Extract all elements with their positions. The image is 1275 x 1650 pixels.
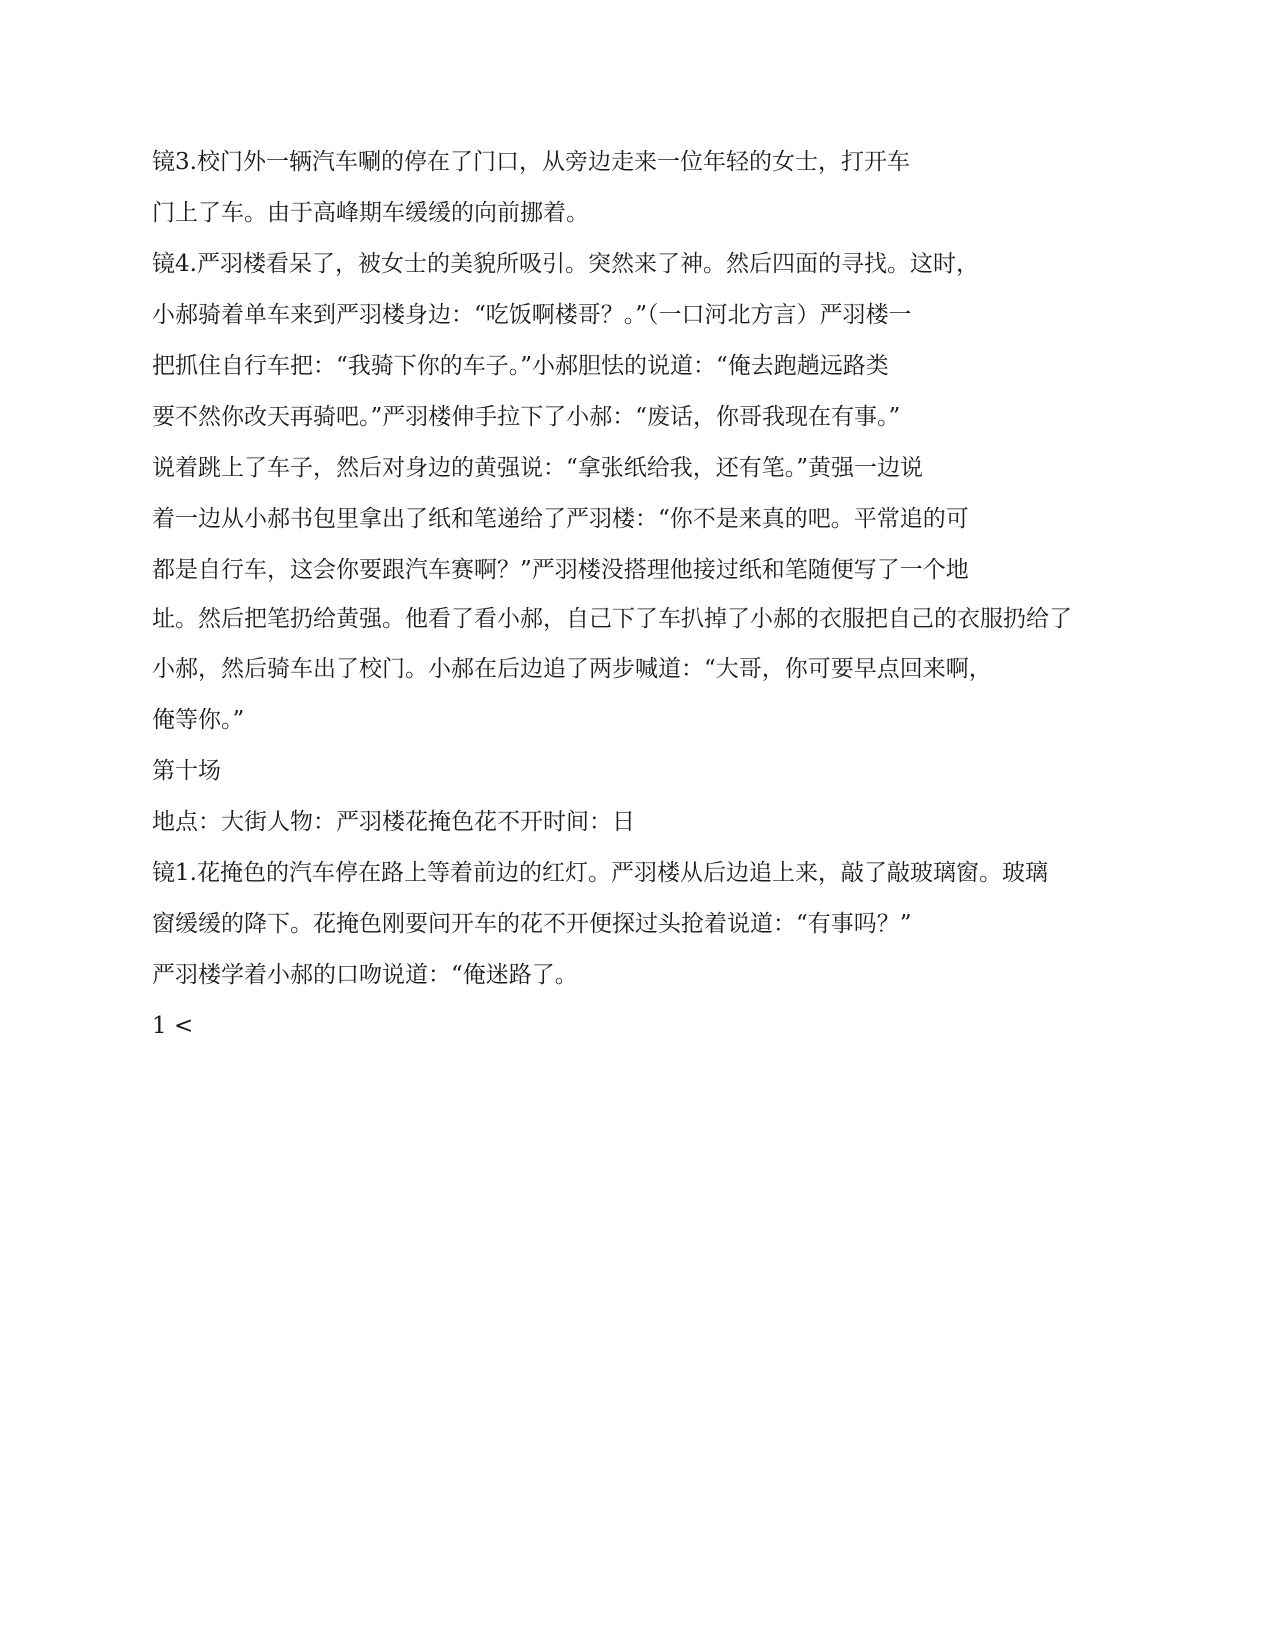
paragraph-line: 址。然后把笔扔给黄强。他看了看小郝，自己下了车扒掉了小郝的衣服把自己的衣服扔给了 bbox=[152, 606, 1072, 632]
paragraph-line: 镜3.校门外一辆汽车唰的停在了门口，从旁边走来一位年轻的女士，打开车 bbox=[152, 149, 910, 175]
paragraph-line: 严羽楼学着小郝的口吻说道：“俺迷路了。 bbox=[152, 962, 578, 988]
paragraph-line: 窗缓缓的降下。花掩色刚要问开车的花不开便探过头抢着说道：“有事吗？” bbox=[152, 911, 912, 937]
page-number: 1 < bbox=[152, 1013, 194, 1039]
paragraph-line: 镜4.严羽楼看呆了，被女士的美貌所吸引。突然来了神。然后四面的寻找。这时， bbox=[152, 251, 979, 277]
paragraph-line: 镜1.花掩色的汽车停在路上等着前边的红灯。严羽楼从后边追上来，敲了敲玻璃窗。玻璃 bbox=[152, 860, 1048, 886]
document-body bbox=[152, 148, 1137, 1040]
paragraph-line: 小郝骑着单车来到严羽楼身边：“吃饭啊楼哥？。”（一口河北方言）严羽楼一 bbox=[152, 302, 912, 328]
paragraph-line: 要不然你改天再骑吧。”严羽楼伸手拉下了小郝：“废话，你哥我现在有事。” bbox=[152, 404, 901, 430]
scene-info: 地点：大街人物：严羽楼花掩色花不开时间：日 bbox=[152, 809, 635, 835]
paragraph-line: 小郝，然后骑车出了校门。小郝在后边追了两步喊道：“大哥，你可要早点回来啊， bbox=[152, 656, 992, 682]
paragraph-line: 门上了车。由于高峰期车缓缓的向前挪着。 bbox=[152, 200, 589, 226]
paragraph-line: 着一边从小郝书包里拿出了纸和笔递给了严羽楼：“你不是来真的吧。平常追的可 bbox=[152, 506, 969, 532]
scene-heading: 第十场 bbox=[152, 758, 221, 784]
paragraph-line: 俺等你。” bbox=[152, 707, 245, 733]
paragraph-line: 说着跳上了车子，然后对身边的黄强说：“拿张纸给我，还有笔。”黄强一边说 bbox=[152, 455, 924, 481]
paragraph-line: 把抓住自行车把：“我骑下你的车子。”小郝胆怯的说道：“俺去跑趟远路类 bbox=[152, 353, 889, 379]
paragraph-line: 都是自行车，这会你要跟汽车赛啊？”严羽楼没搭理他接过纸和笔随便写了一个地 bbox=[152, 557, 969, 583]
